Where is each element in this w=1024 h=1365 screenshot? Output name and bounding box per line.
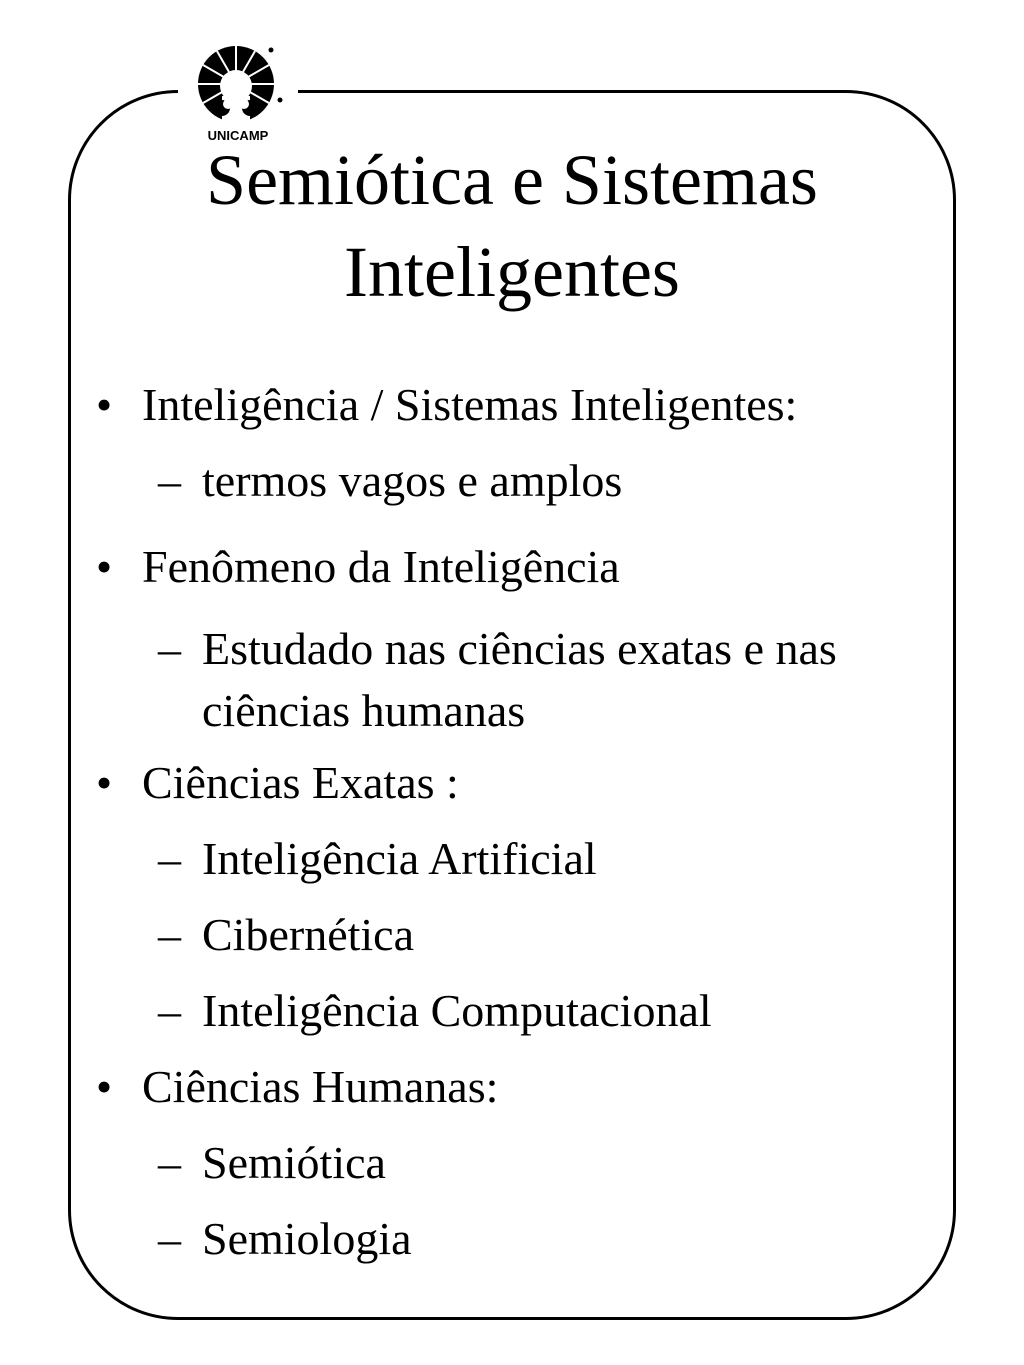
page-title <box>70 134 954 318</box>
list-item-text: Semiologia <box>202 1213 412 1264</box>
bullet-marker: • <box>96 757 113 808</box>
list-item <box>96 540 946 594</box>
dash-marker: – <box>158 1137 181 1188</box>
list-item <box>96 1212 946 1266</box>
list-item <box>96 832 946 886</box>
list-item-text: Inteligência Computacional <box>202 985 712 1036</box>
list-item <box>96 1060 946 1114</box>
dash-marker: – <box>158 985 181 1036</box>
list-item <box>96 454 946 508</box>
outline <box>96 378 946 1266</box>
list-item <box>96 908 946 962</box>
dash-marker: – <box>158 1213 181 1264</box>
unicamp-logo-icon <box>192 44 284 128</box>
list-item <box>96 378 946 432</box>
list-item-text: Fenômeno da Inteligência <box>142 541 620 592</box>
dash-marker: – <box>158 455 181 506</box>
dash-marker: – <box>158 833 181 884</box>
list-item-text: Ciências Humanas: <box>142 1061 499 1112</box>
list-item-text: Inteligência Artificial <box>202 833 597 884</box>
logo-text: UNICAMP <box>207 128 269 143</box>
bullet-marker: • <box>96 1061 113 1112</box>
list-item <box>96 618 946 742</box>
list-item-text: Semiótica <box>202 1137 386 1188</box>
list-item-text: Estudado nas ciências exatas e nas ciências humanas <box>202 623 837 736</box>
bullet-marker: • <box>96 379 113 430</box>
list-item <box>96 984 946 1038</box>
title-line-2: Inteligentes <box>344 232 680 312</box>
list-item <box>96 756 946 810</box>
list-item-text: termos vagos e amplos <box>202 455 623 506</box>
dash-marker: – <box>158 623 181 674</box>
list-item-text: Cibernética <box>202 909 415 960</box>
list-item <box>96 1136 946 1190</box>
title-line-1: Semiótica e Sistemas <box>206 140 818 220</box>
dash-marker: – <box>158 909 181 960</box>
bullet-marker: • <box>96 541 113 592</box>
list-item-text: Ciências Exatas : <box>142 757 459 808</box>
list-item-text: Inteligência / Sistemas Inteligentes: <box>142 379 798 430</box>
